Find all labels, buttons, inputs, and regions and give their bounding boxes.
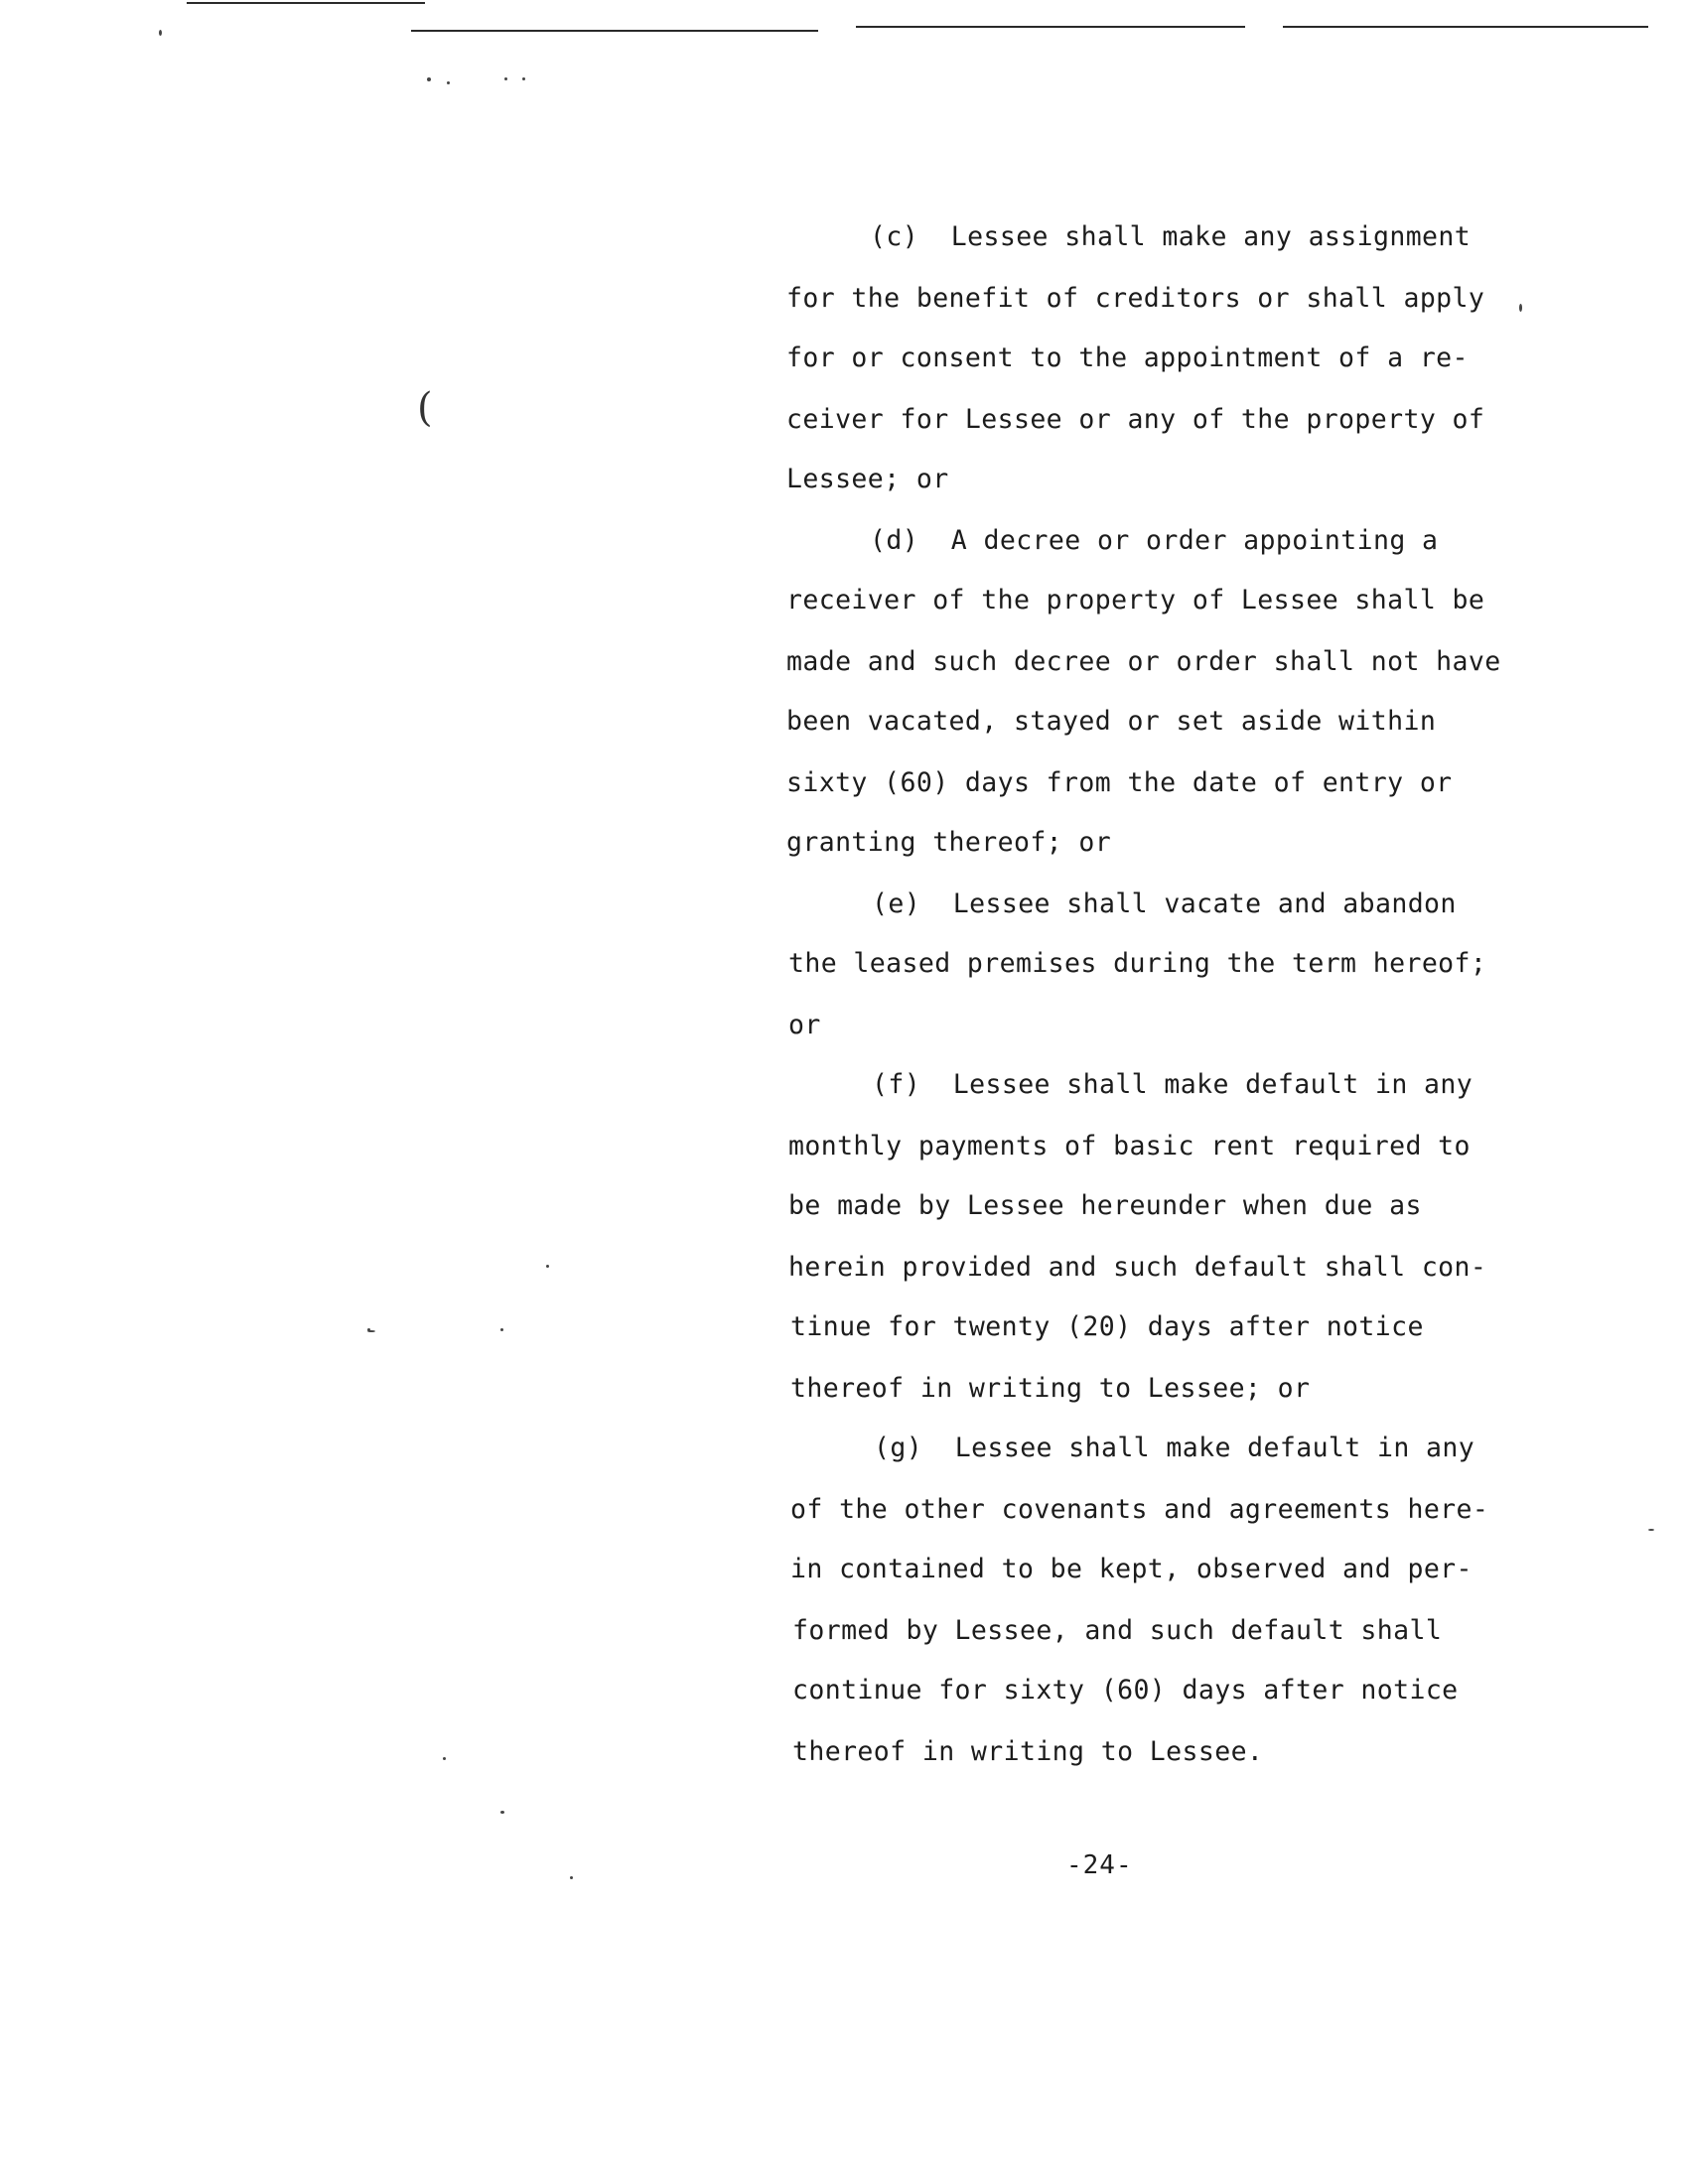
text-line: made and such decree or order shall not have: [786, 646, 1501, 677]
text-line: (g) Lessee shall make default in any: [874, 1433, 1475, 1463]
top-rule: [411, 30, 818, 32]
scan-speck: [443, 1757, 446, 1760]
text-line: be made by Lessee hereunder when due as: [788, 1190, 1422, 1221]
scan-speck: [500, 1328, 503, 1331]
text-line: for or consent to the appointment of a re-: [786, 342, 1469, 373]
text-line: (c) Lessee shall make any assignment: [870, 221, 1472, 252]
page-number: -24-: [1066, 1850, 1133, 1880]
scan-speck: [1519, 304, 1522, 312]
text-line: (d) A decree or order appointing a: [870, 525, 1439, 556]
text-line: ceiver for Lessee or any of the property of: [786, 404, 1485, 435]
top-rule: [856, 26, 1245, 28]
margin-mark: (: [417, 385, 433, 431]
scan-speck: [504, 77, 507, 80]
text-line: herein provided and such default shall con-: [788, 1252, 1487, 1283]
text-line: the leased premises during the term hereof;: [788, 948, 1487, 979]
text-line: or: [788, 1010, 821, 1040]
text-line: for the benefit of creditors or shall apply: [786, 283, 1485, 314]
text-line: been vacated, stayed or set aside within: [786, 706, 1437, 737]
text-line: (f) Lessee shall make default in any: [872, 1069, 1474, 1100]
scan-speck: [500, 1811, 504, 1814]
text-line: receiver of the property of Lessee shall be: [786, 585, 1485, 615]
scan-speck: [1648, 1529, 1654, 1531]
text-line: monthly payments of basic rent required to: [788, 1131, 1471, 1161]
text-line: Lessee; or: [786, 464, 949, 494]
text-line: in contained to be kept, observed and per-: [790, 1554, 1473, 1584]
top-rule: [1283, 26, 1648, 28]
top-rule: [187, 2, 425, 4]
scan-speck: [447, 81, 450, 84]
text-line: granting thereof; or: [786, 827, 1112, 858]
text-line: of the other covenants and agreements here-: [790, 1494, 1489, 1525]
scan-speck: [522, 77, 525, 80]
scan-speck: [427, 77, 431, 81]
text-line: (e) Lessee shall vacate and abandon: [872, 888, 1457, 919]
text-line: tinue for twenty (20) days after notice: [790, 1311, 1424, 1342]
text-line: thereof in writing to Lessee; or: [790, 1373, 1311, 1404]
text-line: sixty (60) days from the date of entry or: [786, 767, 1453, 798]
scan-speck: [570, 1876, 573, 1879]
text-line: thereof in writing to Lessee.: [792, 1736, 1264, 1767]
scan-speck: [546, 1265, 549, 1268]
text-line: continue for sixty (60) days after notice: [792, 1675, 1459, 1706]
text-line: formed by Lessee, and such default shall: [792, 1615, 1443, 1646]
scan-speck: [159, 30, 162, 36]
scan-speck: [367, 1330, 375, 1332]
